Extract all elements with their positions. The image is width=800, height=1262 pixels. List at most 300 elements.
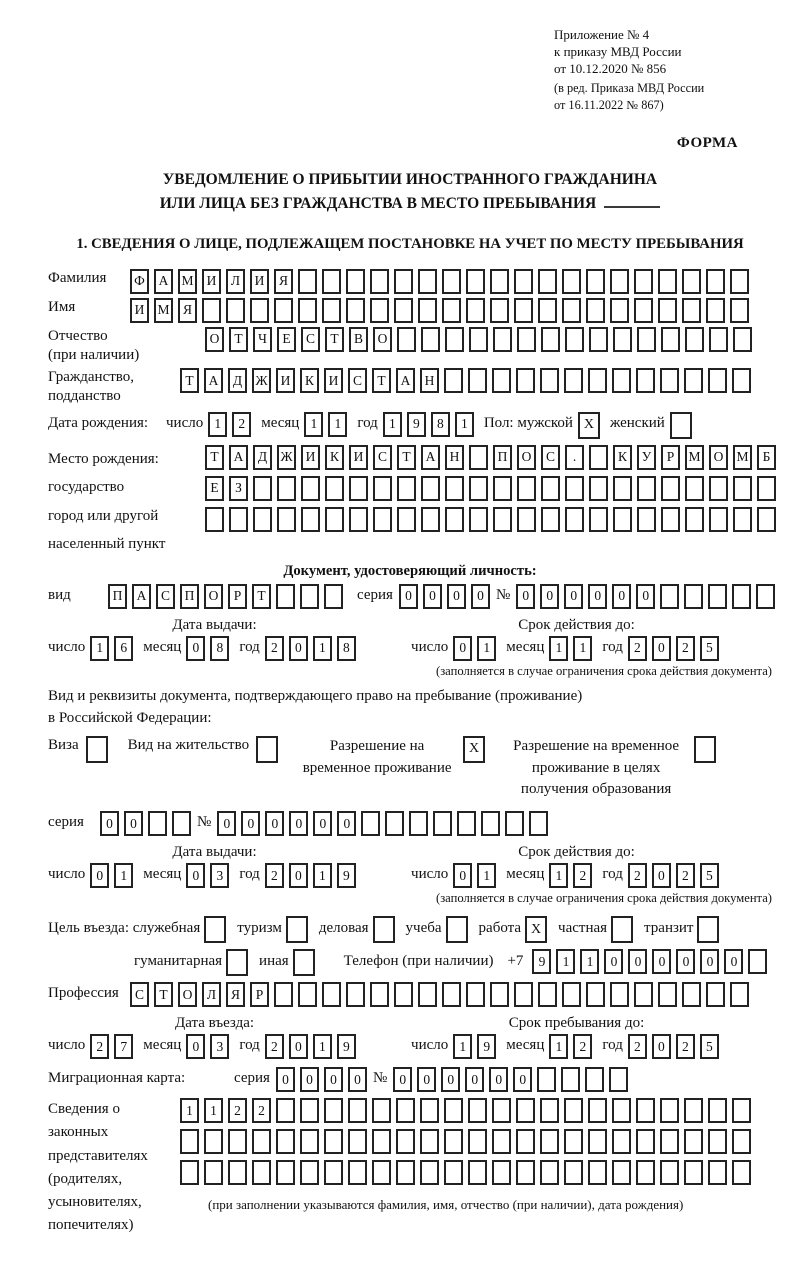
permit-valid-month-cells[interactable] <box>549 863 592 888</box>
char-cell[interactable] <box>421 327 440 352</box>
char-cell[interactable]: В <box>349 327 368 352</box>
char-cell[interactable]: 0 <box>300 1067 319 1092</box>
char-cell[interactable] <box>538 982 557 1007</box>
char-cell[interactable] <box>540 1098 559 1123</box>
char-cell[interactable] <box>457 811 476 836</box>
char-cell[interactable] <box>529 811 548 836</box>
char-cell[interactable] <box>370 982 389 1007</box>
char-cell[interactable] <box>684 1098 703 1123</box>
char-cell[interactable] <box>466 298 485 323</box>
char-cell[interactable]: 0 <box>724 949 743 974</box>
char-cell[interactable] <box>466 982 485 1007</box>
char-cell[interactable]: 0 <box>441 1067 460 1092</box>
char-cell[interactable] <box>468 1129 487 1154</box>
char-cell[interactable] <box>252 1129 271 1154</box>
char-cell[interactable]: О <box>517 445 536 470</box>
char-cell[interactable]: П <box>108 584 127 609</box>
char-cell[interactable] <box>276 584 295 609</box>
char-cell[interactable] <box>612 1098 631 1123</box>
char-cell[interactable] <box>373 507 392 532</box>
phone-cells[interactable] <box>532 949 767 974</box>
char-cell[interactable]: А <box>154 269 173 294</box>
char-cell[interactable]: 0 <box>289 811 308 836</box>
char-cell[interactable]: 2 <box>573 863 592 888</box>
char-cell[interactable]: 0 <box>676 949 695 974</box>
char-cell[interactable]: П <box>180 584 199 609</box>
char-cell[interactable] <box>253 476 272 501</box>
id-issue-month-cells[interactable] <box>186 636 229 661</box>
char-cell[interactable] <box>180 1129 199 1154</box>
patronymic-cells[interactable] <box>205 327 752 352</box>
char-cell[interactable]: Е <box>205 476 224 501</box>
char-cell[interactable] <box>661 476 680 501</box>
char-cell[interactable] <box>301 507 320 532</box>
char-cell[interactable] <box>562 982 581 1007</box>
char-cell[interactable] <box>492 368 511 393</box>
char-cell[interactable] <box>409 811 428 836</box>
purpose-tourism-checkbox[interactable] <box>286 916 308 943</box>
char-cell[interactable] <box>324 1098 343 1123</box>
char-cell[interactable] <box>277 507 296 532</box>
char-cell[interactable]: 2 <box>628 636 647 661</box>
char-cell[interactable]: 0 <box>417 1067 436 1092</box>
char-cell[interactable]: Н <box>445 445 464 470</box>
char-cell[interactable] <box>276 1098 295 1123</box>
char-cell[interactable]: О <box>204 584 223 609</box>
char-cell[interactable]: Д <box>228 368 247 393</box>
char-cell[interactable] <box>442 298 461 323</box>
stay-day-cells[interactable] <box>453 1034 496 1059</box>
char-cell[interactable]: О <box>205 327 224 352</box>
char-cell[interactable] <box>493 476 512 501</box>
char-cell[interactable]: О <box>178 982 197 1007</box>
char-cell[interactable] <box>229 507 248 532</box>
char-cell[interactable]: Р <box>250 982 269 1007</box>
char-cell[interactable] <box>445 476 464 501</box>
char-cell[interactable]: 0 <box>348 1067 367 1092</box>
char-cell[interactable] <box>613 476 632 501</box>
surname-cells[interactable] <box>130 269 749 294</box>
char-cell[interactable]: 0 <box>90 863 109 888</box>
char-cell[interactable]: 1 <box>208 412 227 437</box>
char-cell[interactable]: 0 <box>423 584 442 609</box>
char-cell[interactable] <box>300 584 319 609</box>
char-cell[interactable] <box>589 507 608 532</box>
char-cell[interactable] <box>588 1098 607 1123</box>
char-cell[interactable] <box>561 1067 580 1092</box>
char-cell[interactable] <box>172 811 191 836</box>
char-cell[interactable]: 0 <box>453 863 472 888</box>
char-cell[interactable]: 2 <box>265 1034 284 1059</box>
char-cell[interactable] <box>420 1129 439 1154</box>
char-cell[interactable]: 2 <box>252 1098 271 1123</box>
char-cell[interactable] <box>445 327 464 352</box>
char-cell[interactable] <box>421 507 440 532</box>
char-cell[interactable]: Т <box>180 368 199 393</box>
char-cell[interactable] <box>276 1129 295 1154</box>
permit-issue-month-cells[interactable] <box>186 863 229 888</box>
migration-series-cells[interactable] <box>276 1067 367 1092</box>
char-cell[interactable]: Т <box>154 982 173 1007</box>
char-cell[interactable] <box>562 298 581 323</box>
char-cell[interactable]: 0 <box>124 811 143 836</box>
char-cell[interactable] <box>468 368 487 393</box>
id-series-cells[interactable] <box>399 584 490 609</box>
char-cell[interactable]: 0 <box>636 584 655 609</box>
char-cell[interactable] <box>540 368 559 393</box>
char-cell[interactable] <box>588 1160 607 1185</box>
char-cell[interactable] <box>397 476 416 501</box>
char-cell[interactable] <box>637 507 656 532</box>
char-cell[interactable]: 2 <box>628 863 647 888</box>
char-cell[interactable] <box>298 982 317 1007</box>
char-cell[interactable] <box>349 507 368 532</box>
char-cell[interactable] <box>685 327 704 352</box>
char-cell[interactable]: С <box>373 445 392 470</box>
char-cell[interactable] <box>361 811 380 836</box>
char-cell[interactable]: 0 <box>217 811 236 836</box>
char-cell[interactable]: А <box>421 445 440 470</box>
char-cell[interactable]: 6 <box>114 636 133 661</box>
char-cell[interactable] <box>516 1098 535 1123</box>
temp-residence-edu-checkbox[interactable] <box>694 736 716 763</box>
char-cell[interactable] <box>492 1098 511 1123</box>
char-cell[interactable]: 1 <box>304 412 323 437</box>
char-cell[interactable]: 0 <box>628 949 647 974</box>
char-cell[interactable]: Т <box>372 368 391 393</box>
char-cell[interactable] <box>636 1160 655 1185</box>
char-cell[interactable] <box>636 1098 655 1123</box>
char-cell[interactable] <box>709 507 728 532</box>
char-cell[interactable]: 8 <box>210 636 229 661</box>
char-cell[interactable]: 0 <box>100 811 119 836</box>
char-cell[interactable] <box>276 1160 295 1185</box>
sex-female-checkbox[interactable] <box>670 412 692 439</box>
char-cell[interactable] <box>637 476 656 501</box>
char-cell[interactable] <box>300 1160 319 1185</box>
char-cell[interactable] <box>610 298 629 323</box>
birthplace-cells-row3[interactable] <box>205 507 776 532</box>
char-cell[interactable] <box>516 368 535 393</box>
char-cell[interactable]: 1 <box>453 1034 472 1059</box>
char-cell[interactable]: 1 <box>114 863 133 888</box>
char-cell[interactable]: 0 <box>289 636 308 661</box>
char-cell[interactable] <box>636 368 655 393</box>
permit-issue-year-cells[interactable] <box>265 863 356 888</box>
char-cell[interactable] <box>610 982 629 1007</box>
char-cell[interactable]: 9 <box>407 412 426 437</box>
char-cell[interactable] <box>469 445 488 470</box>
char-cell[interactable] <box>706 269 725 294</box>
char-cell[interactable] <box>757 476 776 501</box>
char-cell[interactable] <box>565 507 584 532</box>
char-cell[interactable] <box>204 1160 223 1185</box>
sex-male-checkbox[interactable]: X <box>578 412 600 439</box>
char-cell[interactable]: 8 <box>337 636 356 661</box>
char-cell[interactable] <box>444 1129 463 1154</box>
char-cell[interactable] <box>730 269 749 294</box>
char-cell[interactable]: И <box>301 445 320 470</box>
char-cell[interactable]: 9 <box>532 949 551 974</box>
char-cell[interactable]: 1 <box>180 1098 199 1123</box>
char-cell[interactable] <box>537 1067 556 1092</box>
char-cell[interactable] <box>490 298 509 323</box>
char-cell[interactable]: Я <box>226 982 245 1007</box>
char-cell[interactable] <box>636 1129 655 1154</box>
entry-month-cells[interactable] <box>186 1034 229 1059</box>
char-cell[interactable] <box>492 1160 511 1185</box>
char-cell[interactable]: 1 <box>580 949 599 974</box>
char-cell[interactable]: 0 <box>241 811 260 836</box>
char-cell[interactable]: 0 <box>489 1067 508 1092</box>
char-cell[interactable] <box>274 298 293 323</box>
char-cell[interactable]: 1 <box>477 636 496 661</box>
birth-year-cells[interactable] <box>383 412 474 437</box>
char-cell[interactable] <box>444 1160 463 1185</box>
char-cell[interactable] <box>372 1160 391 1185</box>
char-cell[interactable]: 0 <box>612 584 631 609</box>
purpose-business-checkbox[interactable] <box>373 916 395 943</box>
char-cell[interactable]: П <box>493 445 512 470</box>
char-cell[interactable] <box>322 298 341 323</box>
residence-permit-checkbox[interactable] <box>256 736 278 763</box>
char-cell[interactable] <box>564 368 583 393</box>
stay-year-cells[interactable] <box>628 1034 719 1059</box>
char-cell[interactable] <box>730 298 749 323</box>
char-cell[interactable]: С <box>301 327 320 352</box>
purpose-work-checkbox[interactable]: X <box>525 916 547 943</box>
char-cell[interactable] <box>324 584 343 609</box>
char-cell[interactable]: 0 <box>453 636 472 661</box>
char-cell[interactable]: А <box>229 445 248 470</box>
char-cell[interactable]: Т <box>325 327 344 352</box>
char-cell[interactable] <box>658 982 677 1007</box>
char-cell[interactable] <box>396 1098 415 1123</box>
char-cell[interactable]: 0 <box>516 584 535 609</box>
char-cell[interactable] <box>660 1129 679 1154</box>
char-cell[interactable]: 1 <box>90 636 109 661</box>
char-cell[interactable]: 2 <box>265 636 284 661</box>
char-cell[interactable] <box>756 584 775 609</box>
char-cell[interactable] <box>370 298 389 323</box>
char-cell[interactable]: 1 <box>313 636 332 661</box>
char-cell[interactable]: 2 <box>628 1034 647 1059</box>
char-cell[interactable] <box>444 368 463 393</box>
char-cell[interactable] <box>682 982 701 1007</box>
char-cell[interactable] <box>684 584 703 609</box>
char-cell[interactable] <box>372 1098 391 1123</box>
purpose-humanitarian-checkbox[interactable] <box>226 949 248 976</box>
char-cell[interactable]: Т <box>397 445 416 470</box>
char-cell[interactable] <box>732 1129 751 1154</box>
char-cell[interactable] <box>658 298 677 323</box>
birth-month-cells[interactable] <box>304 412 347 437</box>
char-cell[interactable] <box>466 269 485 294</box>
char-cell[interactable] <box>658 269 677 294</box>
char-cell[interactable] <box>348 1098 367 1123</box>
char-cell[interactable]: 0 <box>399 584 418 609</box>
char-cell[interactable]: Ф <box>130 269 149 294</box>
char-cell[interactable]: 5 <box>700 636 719 661</box>
char-cell[interactable]: 0 <box>186 636 205 661</box>
char-cell[interactable]: 0 <box>186 1034 205 1059</box>
char-cell[interactable]: 0 <box>652 949 671 974</box>
char-cell[interactable] <box>252 1160 271 1185</box>
char-cell[interactable] <box>433 811 452 836</box>
char-cell[interactable]: Т <box>205 445 224 470</box>
char-cell[interactable]: 0 <box>289 863 308 888</box>
char-cell[interactable] <box>418 298 437 323</box>
char-cell[interactable]: Л <box>226 269 245 294</box>
char-cell[interactable] <box>586 982 605 1007</box>
char-cell[interactable] <box>442 269 461 294</box>
char-cell[interactable]: 1 <box>549 1034 568 1059</box>
birthplace-cells-row1[interactable] <box>205 445 776 470</box>
char-cell[interactable]: С <box>130 982 149 1007</box>
entry-year-cells[interactable] <box>265 1034 356 1059</box>
char-cell[interactable]: 2 <box>676 1034 695 1059</box>
char-cell[interactable] <box>300 1098 319 1123</box>
char-cell[interactable] <box>226 298 245 323</box>
char-cell[interactable] <box>732 1160 751 1185</box>
char-cell[interactable]: Ж <box>252 368 271 393</box>
char-cell[interactable] <box>517 507 536 532</box>
char-cell[interactable]: 2 <box>676 636 695 661</box>
char-cell[interactable] <box>637 327 656 352</box>
char-cell[interactable]: 0 <box>393 1067 412 1092</box>
char-cell[interactable] <box>468 1160 487 1185</box>
char-cell[interactable] <box>588 368 607 393</box>
char-cell[interactable] <box>490 982 509 1007</box>
char-cell[interactable]: Т <box>229 327 248 352</box>
char-cell[interactable]: Н <box>420 368 439 393</box>
char-cell[interactable]: 2 <box>228 1098 247 1123</box>
permit-series-cells[interactable] <box>100 811 191 836</box>
char-cell[interactable] <box>660 1098 679 1123</box>
char-cell[interactable]: С <box>348 368 367 393</box>
char-cell[interactable] <box>708 1098 727 1123</box>
char-cell[interactable] <box>613 507 632 532</box>
char-cell[interactable] <box>346 269 365 294</box>
visa-checkbox[interactable] <box>86 736 108 763</box>
char-cell[interactable]: 0 <box>447 584 466 609</box>
char-cell[interactable]: 1 <box>556 949 575 974</box>
char-cell[interactable] <box>370 269 389 294</box>
char-cell[interactable] <box>730 982 749 1007</box>
char-cell[interactable] <box>706 982 725 1007</box>
char-cell[interactable] <box>180 1160 199 1185</box>
char-cell[interactable]: Я <box>274 269 293 294</box>
char-cell[interactable] <box>706 298 725 323</box>
char-cell[interactable] <box>420 1160 439 1185</box>
char-cell[interactable]: 1 <box>549 636 568 661</box>
char-cell[interactable] <box>634 298 653 323</box>
char-cell[interactable] <box>300 1129 319 1154</box>
char-cell[interactable] <box>492 1129 511 1154</box>
char-cell[interactable] <box>565 476 584 501</box>
char-cell[interactable] <box>514 982 533 1007</box>
char-cell[interactable]: К <box>300 368 319 393</box>
char-cell[interactable]: 0 <box>652 1034 671 1059</box>
char-cell[interactable] <box>469 327 488 352</box>
char-cell[interactable]: Б <box>757 445 776 470</box>
char-cell[interactable]: 9 <box>337 1034 356 1059</box>
char-cell[interactable]: 1 <box>549 863 568 888</box>
char-cell[interactable] <box>468 1098 487 1123</box>
char-cell[interactable]: Я <box>178 298 197 323</box>
char-cell[interactable] <box>517 476 536 501</box>
char-cell[interactable]: 0 <box>186 863 205 888</box>
char-cell[interactable]: К <box>613 445 632 470</box>
permit-valid-year-cells[interactable] <box>628 863 719 888</box>
char-cell[interactable] <box>660 368 679 393</box>
char-cell[interactable] <box>346 298 365 323</box>
char-cell[interactable] <box>469 476 488 501</box>
char-cell[interactable] <box>324 1160 343 1185</box>
char-cell[interactable] <box>586 269 605 294</box>
char-cell[interactable]: 0 <box>313 811 332 836</box>
char-cell[interactable] <box>541 476 560 501</box>
char-cell[interactable] <box>514 298 533 323</box>
char-cell[interactable] <box>609 1067 628 1092</box>
char-cell[interactable] <box>394 298 413 323</box>
char-cell[interactable]: И <box>202 269 221 294</box>
char-cell[interactable] <box>732 1098 751 1123</box>
char-cell[interactable]: А <box>396 368 415 393</box>
char-cell[interactable] <box>148 811 167 836</box>
char-cell[interactable] <box>685 476 704 501</box>
char-cell[interactable]: А <box>132 584 151 609</box>
char-cell[interactable] <box>613 327 632 352</box>
temp-residence-checkbox[interactable]: X <box>463 736 485 763</box>
char-cell[interactable] <box>589 327 608 352</box>
char-cell[interactable] <box>444 1098 463 1123</box>
representatives-cells-row1[interactable] <box>180 1098 751 1123</box>
char-cell[interactable] <box>589 476 608 501</box>
char-cell[interactable] <box>325 476 344 501</box>
char-cell[interactable] <box>385 811 404 836</box>
char-cell[interactable] <box>685 507 704 532</box>
char-cell[interactable] <box>396 1160 415 1185</box>
entry-day-cells[interactable] <box>90 1034 133 1059</box>
char-cell[interactable] <box>682 298 701 323</box>
char-cell[interactable] <box>634 982 653 1007</box>
char-cell[interactable]: 0 <box>588 584 607 609</box>
char-cell[interactable] <box>250 298 269 323</box>
char-cell[interactable]: 0 <box>465 1067 484 1092</box>
char-cell[interactable] <box>322 982 341 1007</box>
char-cell[interactable]: О <box>373 327 392 352</box>
char-cell[interactable]: З <box>229 476 248 501</box>
char-cell[interactable]: 8 <box>431 412 450 437</box>
char-cell[interactable]: И <box>324 368 343 393</box>
char-cell[interactable]: 9 <box>477 1034 496 1059</box>
char-cell[interactable] <box>490 269 509 294</box>
char-cell[interactable]: О <box>709 445 728 470</box>
char-cell[interactable]: 1 <box>204 1098 223 1123</box>
char-cell[interactable] <box>442 982 461 1007</box>
char-cell[interactable]: Д <box>253 445 272 470</box>
char-cell[interactable]: 0 <box>652 863 671 888</box>
char-cell[interactable]: 0 <box>540 584 559 609</box>
char-cell[interactable] <box>540 1129 559 1154</box>
char-cell[interactable] <box>562 269 581 294</box>
char-cell[interactable] <box>610 269 629 294</box>
purpose-study-checkbox[interactable] <box>446 916 468 943</box>
char-cell[interactable] <box>348 1129 367 1154</box>
char-cell[interactable] <box>709 327 728 352</box>
char-cell[interactable] <box>661 507 680 532</box>
